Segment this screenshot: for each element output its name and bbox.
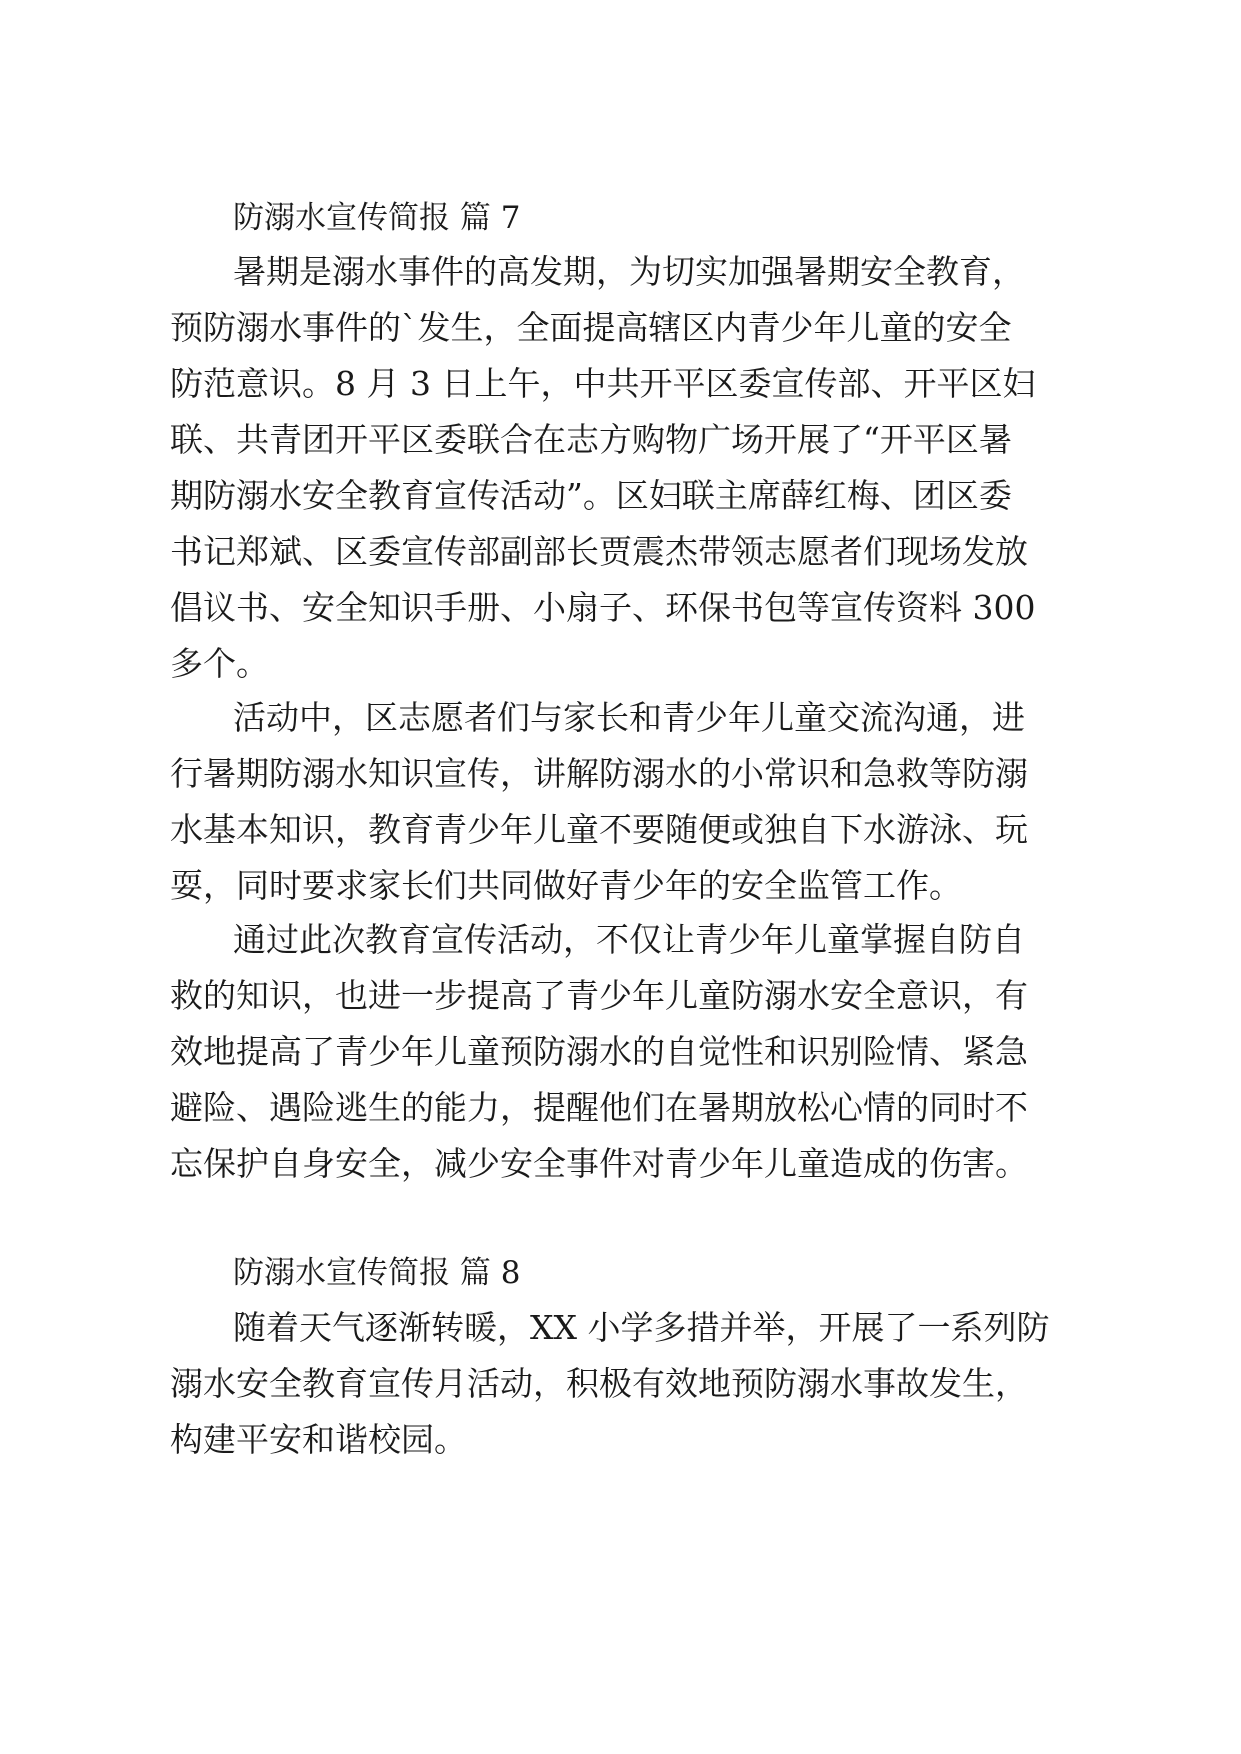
- paragraph-line: 预防溺水事件的`发生，全面提高辖区内青少年儿童的安全: [170, 308, 1012, 347]
- paragraph-line: 构建平安和谐校园。: [170, 1420, 467, 1459]
- paragraph-line: 救的知识，也进一步提高了青少年儿童防溺水安全意识，有: [170, 976, 1028, 1015]
- section-8-heading: 防溺水宣传简报 篇 8: [233, 1255, 521, 1291]
- paragraph-line: 水基本知识，教育青少年儿童不要随便或独自下水游泳、玩: [170, 810, 1028, 849]
- paragraph-line: 耍，同时要求家长们共同做好青少年的安全监管工作。: [170, 866, 962, 905]
- paragraph-line: 通过此次教育宣传活动，不仅让青少年儿童掌握自防自: [233, 920, 1025, 959]
- paragraph-line: 忘保护自身安全，减少安全事件对青少年儿童造成的伤害。: [170, 1144, 1028, 1183]
- paragraph-line: 随着天气逐渐转暖，XX 小学多措并举，开展了一系列防: [233, 1308, 1050, 1347]
- paragraph-line: 联、共青团开平区委联合在志方购物广场开展了“开平区暑: [170, 420, 1012, 459]
- paragraph-line: 溺水安全教育宣传月活动，积极有效地预防溺水事故发生，: [170, 1364, 1028, 1403]
- paragraph-line: 防范意识。8 月 3 日上午，中共开平区委宣传部、开平区妇: [170, 364, 1036, 403]
- paragraph-line: 行暑期防溺水知识宣传，讲解防溺水的小常识和急救等防溺: [170, 754, 1028, 793]
- paragraph-line: 书记郑斌、区委宣传部副部长贾震杰带领志愿者们现场发放: [170, 532, 1028, 571]
- paragraph-line: 期防溺水安全教育宣传活动”。区妇联主席薛红梅、团区委: [170, 476, 1012, 515]
- paragraph-line: 避险、遇险逃生的能力，提醒他们在暑期放松心情的同时不: [170, 1088, 1028, 1127]
- section-7-heading: 防溺水宣传简报 篇 7: [233, 200, 521, 236]
- paragraph-line: 效地提高了青少年儿童预防溺水的自觉性和识别险情、紧急: [170, 1032, 1028, 1071]
- paragraph-line: 倡议书、安全知识手册、小扇子、环保书包等宣传资料 300: [170, 588, 1036, 627]
- paragraph-line: 多个。: [170, 644, 269, 683]
- paragraph-line: 活动中，区志愿者们与家长和青少年儿童交流沟通，进: [233, 698, 1025, 737]
- paragraph-line: 暑期是溺水事件的高发期，为切实加强暑期安全教育，: [233, 252, 1025, 291]
